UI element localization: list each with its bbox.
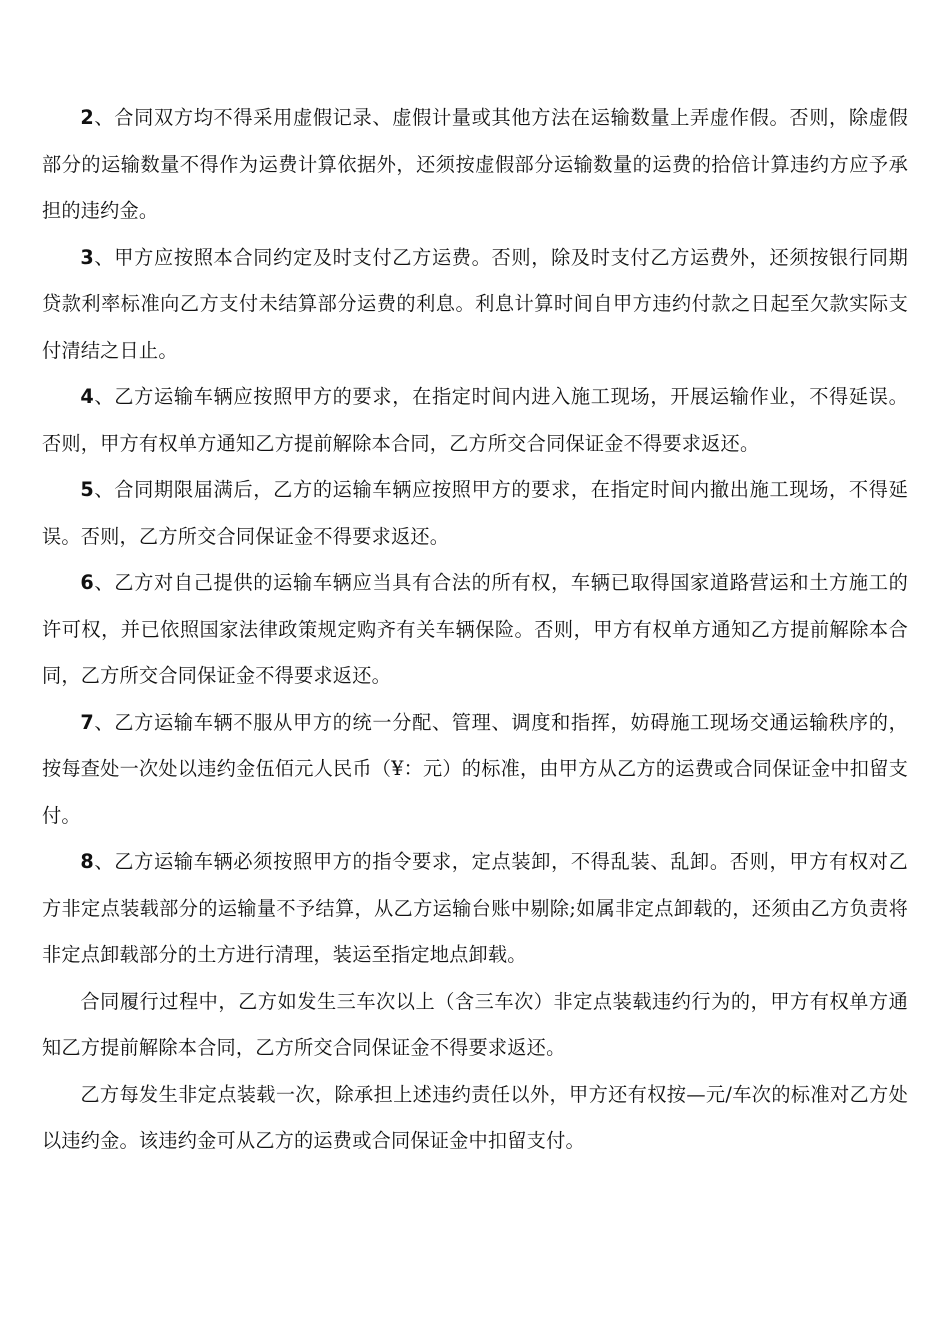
clause-8 — [42, 839, 908, 979]
clause-5 — [42, 467, 908, 560]
clause-number: 4 — [80, 385, 94, 408]
clause-6 — [42, 560, 908, 700]
clause-2 — [42, 95, 908, 235]
clause-3 — [42, 235, 908, 375]
clause-text: 、乙方运输车辆不服从甲方的统一分配、管理、调度和指挥，妨碍施工现场交通运输秩序的，按每查处一次处以违约金伍佰元人民币（¥：元）的标准，由甲方从乙方的运费或合同保证金中扣留支付。 — [42, 710, 908, 827]
clause-7 — [42, 700, 908, 840]
clause-4 — [42, 374, 908, 467]
document-body — [42, 95, 908, 1165]
clause-number: 2 — [80, 106, 94, 129]
clause-8-supplement-2 — [42, 1072, 908, 1165]
clause-number: 7 — [80, 710, 94, 734]
clause-number: 3 — [80, 245, 94, 269]
paragraph-text: 乙方每发生非定点装载一次，除承担上述违约责任以外，甲方还有权按—元/车次的标准对乙方处以违约金。该违约金可从乙方的运费或合同保证金中扣留支付。 — [42, 1082, 908, 1152]
clause-8-supplement-1 — [42, 979, 908, 1072]
clause-text: 、合同期限届满后，乙方的运输车辆应按照甲方的要求，在指定时间内撤出施工现场，不得延误。否则，乙方所交合同保证金不得要求返还。 — [42, 478, 908, 548]
clause-text: 、乙方运输车辆应按照甲方的要求，在指定时间内进入施工现场，开展运输作业，不得延误。否则，甲方有权单方通知乙方提前解除本合同，乙方所交合同保证金不得要求返还。 — [42, 385, 908, 455]
paragraph-text: 合同履行过程中，乙方如发生三车次以上（含三车次）非定点装载违约行为的，甲方有权单方通知乙方提前解除本合同，乙方所交合同保证金不得要求返还。 — [42, 989, 908, 1059]
clause-text: 、甲方应按照本合同约定及时支付乙方运费。否则，除及时支付乙方运费外，还须按银行同期贷款利率标准向乙方支付未结算部分运费的利息。利息计算时间自甲方违约付款之日起至欠款实际支付清结之日止。 — [42, 245, 908, 362]
clause-text: 、乙方运输车辆必须按照甲方的指令要求，定点装卸，不得乱装、乱卸。否则，甲方有权对乙方非定点装载部分的运输量不予结算，从乙方运输台账中剔除;如属非定点卸载的，还须由乙方负责将非定点卸载部分的土方进行清理，装运至指定地点卸载。 — [42, 850, 908, 966]
clause-number: 8 — [80, 850, 94, 873]
clause-number: 5 — [80, 478, 94, 501]
clause-text: 、合同双方均不得采用虚假记录、虚假计量或其他方法在运输数量上弄虚作假。否则，除虚假部分的运输数量不得作为运费计算依据外，还须按虚假部分运输数量的运费的拾倍计算违约方应予承担的违约金。 — [42, 106, 908, 222]
clause-text: 、乙方对自己提供的运输车辆应当具有合法的所有权，车辆已取得国家道路营运和土方施工的许可权，并已依照国家法律政策规定购齐有关车辆保险。否则，甲方有权单方通知乙方提前解除本合同，乙方所交合同保证金不得要求返还。 — [42, 571, 908, 687]
clause-number: 6 — [80, 571, 94, 594]
